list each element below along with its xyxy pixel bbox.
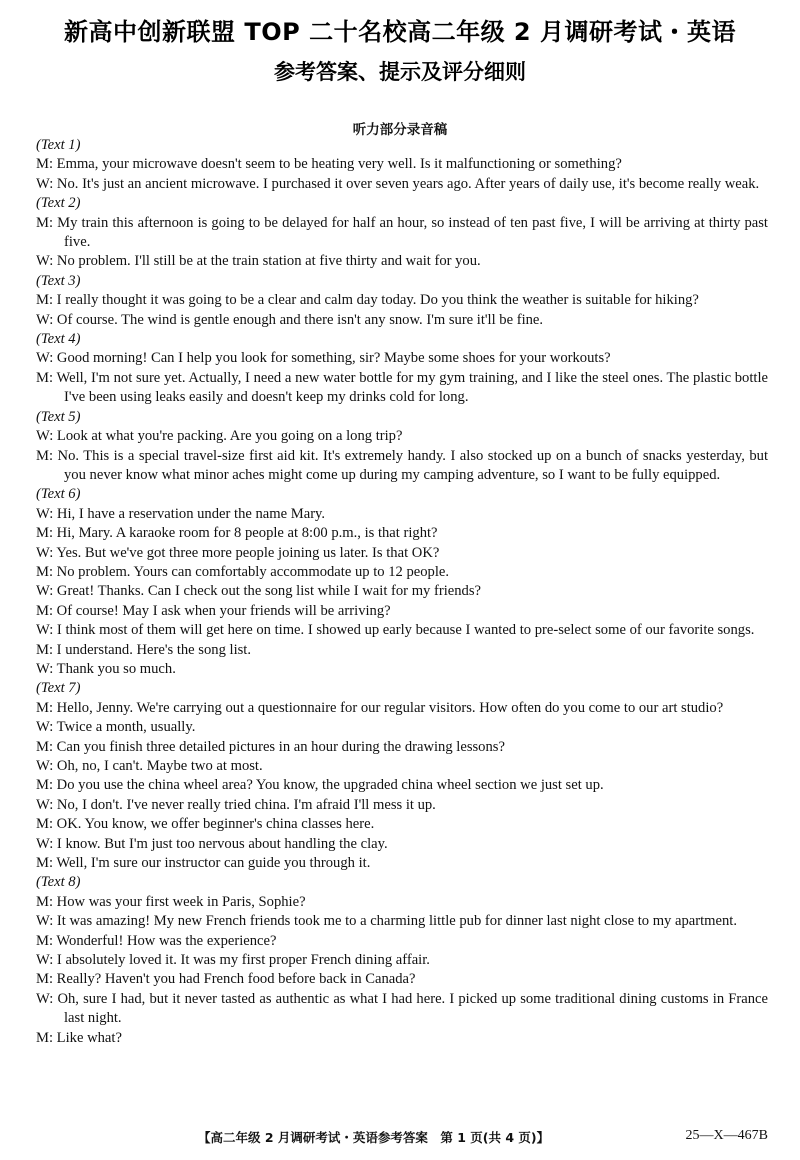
dialogue-line: M: I understand. Here's the song list.	[36, 641, 252, 658]
dialogue-line: W: Good morning! Can I help you look for something, sir? Maybe some shoes for your workouts?	[36, 350, 611, 367]
document-subtitle: 参考答案、提示及评分细则	[274, 60, 526, 84]
dialogue-line: W: It was amazing! My new French friends took me to a charming little pub for dinner last night close to my apartment.	[36, 913, 737, 930]
dialogue-line: M: How was your first week in Paris, Sophie?	[36, 893, 306, 910]
text-marker: (Text 4)	[36, 331, 81, 348]
dialogue-line: W: No problem. I'll still be at the train station at five thirty and wait for you.	[36, 253, 481, 270]
dialogue-line: M: Like what?	[36, 1029, 122, 1046]
dialogue-line: W: Thank you so much.	[36, 660, 176, 677]
text-marker: (Text 6)	[36, 486, 81, 503]
dialogue-line: M: I really thought it was going to be a clear and calm day today. Do you think the weather is suitable for hiking?	[36, 292, 699, 309]
dialogue-line: W: Great! Thanks. Can I check out the song list while I wait for my friends?	[36, 583, 481, 600]
dialogue-line: W: Yes. But we've got three more people joining us later. Is that OK?	[36, 544, 440, 561]
dialogue-line: M: Really? Haven't you had French food before back in Canada?	[36, 971, 416, 988]
dialogue-line: W: I know. But I'm just too nervous about handling the clay.	[36, 835, 388, 852]
dialogue-line: M: My train this afternoon is going to be delayed for half an hour, so instead of ten past five, I will be arriving at thirty past five.	[36, 214, 768, 251]
text-marker: (Text 8)	[36, 874, 81, 891]
text-marker: (Text 5)	[36, 408, 81, 425]
footer-label: 【高二年级 2 月调研考试・英语参考答案 第 1 页(共 4 页)】	[198, 1130, 550, 1145]
dialogue-line: M: OK. You know, we offer beginner's china classes here.	[36, 816, 375, 833]
dialogue-line: W: Of course. The wind is gentle enough and there isn't any snow. I'm sure it'll be fine.	[36, 311, 544, 328]
dialogue-line: M: Of course! May I ask when your friends will be arriving?	[36, 602, 391, 619]
dialogue-line: M: Hello, Jenny. We're carrying out a questionnaire for our regular visitors. How often do you come to our art studio?	[36, 699, 724, 716]
dialogue-line: W: I think most of them will get here on time. I showed up early because I wanted to pre-select some of our favorite songs.	[36, 622, 755, 639]
dialogue-line: W: No. It's just an ancient microwave. I purchased it over seven years ago. After years of daily use, it's become really weak.	[36, 175, 760, 192]
section-title: 听力部分录音稿	[352, 122, 448, 138]
dialogue-line: W: Look at what you're packing. Are you going on a long trip?	[36, 428, 403, 445]
dialogue-line: W: Twice a month, usually.	[36, 719, 196, 736]
text-marker: (Text 1)	[36, 137, 81, 153]
text-marker: (Text 3)	[36, 272, 81, 289]
dialogue-line: W: No, I don't. I've never really tried china. I'm afraid I'll mess it up.	[36, 796, 436, 813]
text-marker: (Text 2)	[36, 195, 81, 212]
dialogue-line: W: Oh, sure I had, but it never tasted as authentic as what I had here. I picked up some traditional dining customs in France last night.	[36, 990, 768, 1027]
dialogue-line: M: Can you finish three detailed pictures in an hour during the drawing lessons?	[36, 738, 505, 755]
document-title: 新高中创新联盟 TOP 二十名校高二年级 2 月调研考试・英语	[64, 18, 736, 46]
text-marker: (Text 7)	[36, 680, 81, 697]
dialogue-line: M: Hi, Mary. A karaoke room for 8 people at 8:00 p.m., is that right?	[36, 525, 438, 542]
dialogue-line: M: Well, I'm not sure yet. Actually, I need a new water bottle for my gym training, and I like the steel ones. The plastic bottle I've been using leaks easily and doesn't keep my drinks cold for long.	[36, 369, 768, 406]
dialogue-line: M: No. This is a special travel-size first aid kit. It's extremely handy. I also stocked up on a bunch of snacks yesterday, but you never know what minor aches might come up during my camping adventure, so I want to be fully equipped.	[36, 447, 768, 483]
dialogue-line: M: Well, I'm sure our instructor can guide you through it.	[36, 855, 371, 872]
dialogue-line: M: No problem. Yours can comfortably accommodate up to 12 people.	[36, 563, 449, 580]
listening-transcript	[36, 136, 768, 1048]
dialogue-line: M: Emma, your microwave doesn't seem to be heating very well. Is it malfunctioning or something?	[36, 156, 622, 173]
dialogue-line: M: Wonderful! How was the experience?	[36, 932, 277, 949]
dialogue-line: W: Hi, I have a reservation under the name Mary.	[36, 505, 326, 522]
dialogue-line: W: Oh, no, I can't. Maybe two at most.	[36, 758, 263, 774]
dialogue-line: W: I absolutely loved it. It was my first proper French dining affair.	[36, 952, 430, 969]
footer-code: 25—X—467B	[685, 1128, 768, 1143]
dialogue-line: M: Do you use the china wheel area? You know, the upgraded china wheel section we just set up.	[36, 777, 604, 794]
